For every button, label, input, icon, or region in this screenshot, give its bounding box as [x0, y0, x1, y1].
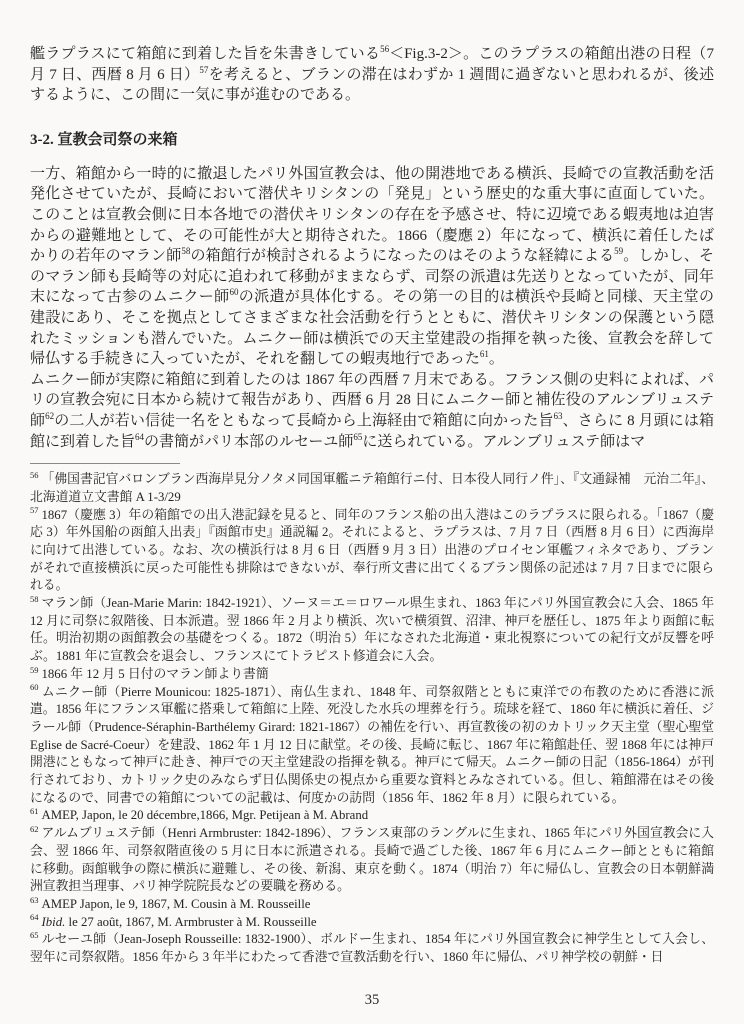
footnote-60: [30, 684, 714, 808]
footnote-65: [30, 931, 714, 966]
footnotes-block: [30, 471, 714, 967]
footnote-60-number: 60: [30, 682, 39, 693]
footnote-57-number: 57: [30, 505, 39, 516]
footnote-62-number: 62: [30, 823, 39, 834]
footnote-58: [30, 595, 714, 666]
body-paragraph-continuation: 艦ラプラスにて箱館に到着した旨を朱書きしている$^{56}$＜Fig.3-2＞。このラプラスの箱館出港の日程（7 月 7 日、西暦 8 月 6 日）$^{57}$を考えると、ブランの滞在はわずか 1 週間に過ぎないと思われるが、後述するように、この間に一気に事が進むのである。: [30, 44, 714, 104]
footnote-59-number: 59: [30, 664, 39, 675]
footnote-64: [30, 914, 714, 932]
footnote-58-text: マラン師（Jean-Marie Marin: 1842-1921）、ソーヌ＝エ＝ロワール県生まれ、1863 年にパリ外国宣教会に入会、1865 年 12 月に司祭に叙階後、日本派遣。翌 1866 年 2 月より横浜、次いで横須賀、沼津、神戸を歴任し、1875 年より函館に転任。明治初期の函館教会の基礎をつくる。1872（明治 5）年になされた北海道・東北視察についての紀行文が反響を呼ぶ。1881 年に宣教会を退会し、フランスにてトラピスト修道会に入会。: [30, 596, 714, 664]
body-paragraph-3: ムニクー師が実際に箱館に到着したのは 1867 年の西暦 7 月末である。フランス側の史料によれば、パリの宣教会宛に日本から続けて報告があり、西暦 6 月 28 日にムニクー師と補佐役のアルンブリュステ師$^{62}$の二人が若い信徒一名をともなって長崎から上海経由で箱館に向かった旨$^{63}$、さらに 8 月頭には箱館に到着した旨$^{64}$の書簡がパリ本部のルセーユ師$^{65}$に送られている。アルンブリュステ師はマ: [30, 371, 714, 450]
footnote-57-text: 1867（慶應 3）年の箱館での出入港記録を見ると、同年のフランス船の出入港はこのラプラスに限られる。「1867（慶応 3）年外国船の函館入出表」『函館市史』通説編 2。それによると、ラプラスは、7 月 7 日（西暦 8 月 6 日）に西海岸に向けて出港している。なお、次の横浜行は 8 月 6 日（西暦 9 月 3 日）出港のプロイセン軍艦フィネタであり、ブランがそれで直接横浜に戻った可能性も排除はできないが、奉行所文書に出てくるブラン関係の記述は 7 月 7 日までに限られる。: [30, 507, 714, 593]
footnote-61-number: 61: [30, 806, 39, 817]
footnote-58-number: 58: [30, 593, 39, 604]
footnote-64-text: Ibid. le 27 août, 1867, M. Armbruster à M. Rousseille: [41, 914, 317, 929]
body-text-block: [30, 44, 714, 452]
footnote-64-number: 64: [30, 912, 39, 923]
footnote-62-text: アルムブリュステ師（Henri Armbruster: 1842-1896）、フランス東部のラングルに生まれ、1865 年にパリ外国宣教会に入会、翌 1866 年、司祭叙階直後の 5 月に日本に派遣される。長崎で過ごした後、1867 年 6 月にムニクー師とともに箱館に移動。函館戦争の際に横浜に避難し、その後、新潟、東京を動く。1874（明治 7）年に帰仏し、宣教会の日本朝鮮満洲宣教担当理事、パリ神学院院長などの要職を務める。: [30, 826, 714, 894]
footnote-65-number: 65: [30, 930, 39, 941]
footnote-divider: [30, 463, 180, 464]
footnote-56: [30, 471, 714, 506]
footnote-57: [30, 507, 714, 596]
footnote-59: [30, 666, 714, 684]
page-number: 35: [364, 992, 380, 1008]
section-heading: 3-2. 宣教会司祭の来箱: [30, 131, 178, 148]
footnote-60-text: ムニクー師（Pierre Mounicou: 1825-1871）、南仏生まれ、1848 年、司祭叙階とともに東洋での布教のために香港に派遣。1856 年にフランス軍艦に搭乗して箱館に上陸、死没した水兵の埋葬を行う。琉球を経て、1860 年に横浜に着任、ジラール師（Prudence-Séraphin-Barthélemy Girard: 1821-1867）の補佐を行い、再宣教後の初のカトリック天主堂（聖心聖堂 Eglise de Sacré-Coeur）を建設、1862 年 1 月 12 日に献堂。その後、長崎に転じ、1867 年に箱館赴任、翌 1868 年には神戸開港にともなって神戸に赴き、神戸での天主堂建設の指揮を執る。神戸にて帰天。ムニクー師の日記（1856-1864）が刊行されており、カトリック史のみならず日仏関係史の視点から重要な資料とみなされている。但し、箱館滞在はその後になるので、同書での箱館についての記載は、何度かの訪問（1856 年、1862 年 8 月）に限られている。: [30, 684, 714, 805]
footnote-63: [30, 896, 714, 914]
footnote-63-number: 63: [30, 894, 39, 905]
footnote-62: [30, 825, 714, 896]
footnote-61-text: AMEP, Japon, le 20 décembre,1866, Mgr. Petijean à M. Abrand: [41, 808, 369, 823]
body-paragraph-2: 一方、箱館から一時的に撤退したパリ外国宣教会は、他の開港地である横浜、長崎での宣教活動を活発化させていたが、長崎において潜伏キリシタンの「発見」という歴史的な重大事に直面していた。このことは宣教会側に日本各地での潜伏キリシタンの存在を予感させ、特に辺境である蝦夷地は迫害からの避難地として、その可能性が大と期待された。1866（慶應 2）年になって、横浜に着任したばかりの若年のマラン師$^{58}$の箱館行が検討されるようになったのはそのような経緯による$^{59}$。しかし、そのマラン師も長崎等の対応に追われて移動がままならず、司祭の派遣は先送りとなっていたが、同年末になって古参のムニクー師$^{60}$の派遣が具体化する。その第一の目的は横浜や長崎と同様、天主堂の建設にあり、そこを拠点としてさまざまな社会活動を行うとともに、潜伏キリシタンの保護という隠れたミッションも潜んでいた。ムニクー師は横浜での天主堂建設の指揮を執った後、宣教会を辞して帰仏する手続きに入っていたが、それを翻しての蝦夷地行であった$^{61}$。: [30, 165, 714, 368]
footnote-65-text: ルセーユ師（Jean-Joseph Rousseille: 1832-1900）、ボルドー生まれ、1854 年にパリ外国宣教会に神学生として入会し、翌年に司祭叙階。1856 年から 3 年半にわたって香港で宣教活動を行い、1860 年に帰仏、パリ神学校の朝鮮・日: [30, 932, 714, 965]
footnote-61: [30, 807, 714, 825]
footnote-63-text: AMEP Japon, le 9, 1867, M. Cousin à M. Rousseille: [41, 896, 311, 911]
footnote-56-number: 56: [30, 469, 39, 480]
footnote-59-text: 1866 年 12 月 5 日付のマラン師より書簡: [41, 666, 269, 681]
footnote-56-text: 「佛国書記官バロンブラン西海岸見分ノタメ同国軍艦ニテ箱館行ニ付、日本役人同行ノ件」、『文通録補 元治二年』、北海道道立文書館 A 1-3/29: [30, 472, 714, 504]
